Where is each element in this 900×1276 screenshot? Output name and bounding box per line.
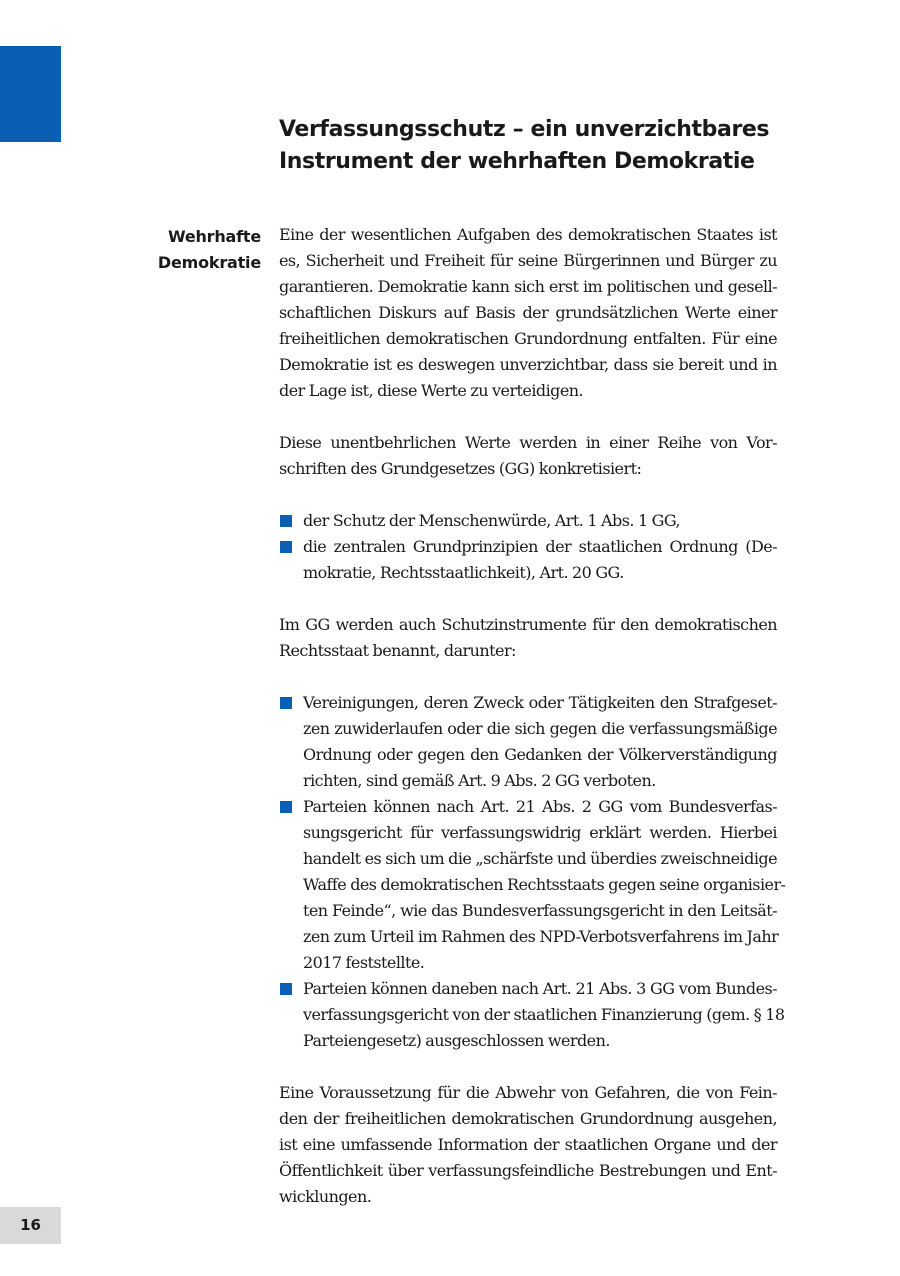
text-line: Demokratie ist es deswegen unverzichtbar, dass sie bereit und in — [279, 355, 777, 374]
bullet-list — [279, 690, 786, 1054]
text-line: mokratie, Rechtsstaatlichkeit), Art. 20 GG. — [303, 563, 624, 582]
body-text — [279, 222, 786, 1236]
list-item — [279, 976, 785, 1054]
paragraph — [279, 222, 777, 404]
text-line: den der freiheitlichen demokratischen Grundordnung ausgehen, — [279, 1109, 777, 1128]
chapter-color-tab — [0, 46, 61, 142]
text-line: Eine Voraussetzung für die Abwehr von Gefahren, die von Fein- — [279, 1083, 777, 1102]
text-line: Ordnung oder gegen den Gedanken der Völkerverständigung — [303, 745, 777, 764]
text-line: zen zum Urteil im Rahmen des NPD-Verbotsverfahrens im Jahr — [303, 927, 779, 946]
list-item — [279, 690, 777, 794]
page-title-line: Verfassungsschutz – ein unverzichtbares — [279, 117, 770, 142]
text-line: wicklungen. — [279, 1187, 372, 1206]
text-line: Öffentlichkeit über verfassungsfeindliche Bestrebungen und Ent- — [279, 1161, 777, 1180]
list-item — [279, 794, 786, 976]
text-line: Im GG werden auch Schutzinstrumente für den demokratischen — [279, 615, 777, 634]
text-line: Rechtsstaat benannt, darunter: — [279, 641, 516, 660]
page-number: 16 — [0, 1207, 61, 1244]
text-line: Waffe des demokratischen Rechtsstaats gegen seine organisier- — [303, 875, 786, 894]
text-line: schaftlichen Diskurs auf Basis der grundsätzlichen Werte einer — [279, 303, 777, 322]
text-line: sungsgericht für verfassungswidrig erklärt werden. Hierbei — [303, 823, 777, 842]
text-line: der Lage ist, diese Werte zu verteidigen. — [279, 381, 584, 400]
text-line: Eine der wesentlichen Aufgaben des demokratischen Staates ist — [279, 225, 777, 244]
text-line: die zentralen Grundprinzipien der staatlichen Ordnung (De- — [303, 537, 777, 556]
margin-note-line: Wehrhafte — [167, 227, 261, 246]
paragraph — [279, 430, 777, 482]
margin-note — [158, 224, 261, 276]
page-title-line: Instrument der wehrhaften Demokratie — [279, 149, 755, 174]
text-line: Vereinigungen, deren Zweck oder Tätigkeiten den Strafgeset- — [303, 693, 777, 712]
text-line: zen zuwiderlaufen oder die sich gegen die verfassungsmäßige — [303, 719, 777, 738]
list-item — [279, 534, 777, 586]
text-line: garantieren. Demokratie kann sich erst im politischen und gesell- — [279, 277, 777, 296]
text-line: 2017 feststellte. — [303, 953, 425, 972]
square-bullet-icon — [280, 541, 292, 553]
square-bullet-icon — [280, 801, 292, 813]
paragraph — [279, 1080, 777, 1210]
bullet-list — [279, 508, 777, 586]
text-line: der Schutz der Menschenwürde, Art. 1 Abs. 1 GG, — [303, 511, 681, 530]
text-line: Parteiengesetz) ausgeschlossen werden. — [303, 1031, 610, 1050]
square-bullet-icon — [280, 697, 292, 709]
text-line: Diese unentbehrlichen Werte werden in einer Reihe von Vor- — [279, 433, 777, 452]
text-line: Parteien können nach Art. 21 Abs. 2 GG vom Bundesverfas- — [303, 797, 777, 816]
text-line: ist eine umfassende Information der staatlichen Organe und der — [279, 1135, 777, 1154]
square-bullet-icon — [280, 983, 292, 995]
text-line: ten Feinde“, wie das Bundesverfassungsgericht in den Leitsät- — [303, 901, 777, 920]
margin-note-line: Demokratie — [157, 253, 261, 272]
text-line: freiheitlichen demokratischen Grundordnung entfalten. Für eine — [279, 329, 777, 348]
text-line: schriften des Grundgesetzes (GG) konkretisiert: — [279, 459, 642, 478]
text-line: handelt es sich um die „schärfste und überdies zweischneidige — [303, 849, 777, 868]
square-bullet-icon — [280, 515, 292, 527]
text-line: verfassungsgericht von der staatlichen Finanzierung (gem. § 18 — [303, 1005, 785, 1024]
text-line: richten, sind gemäß Art. 9 Abs. 2 GG verboten. — [303, 771, 656, 790]
text-line: Parteien können daneben nach Art. 21 Abs. 3 GG vom Bundes- — [303, 979, 777, 998]
page-title — [279, 114, 799, 178]
list-item — [279, 508, 777, 534]
text-line: es, Sicherheit und Freiheit für seine Bürgerinnen und Bürger zu — [279, 251, 777, 270]
paragraph — [279, 612, 777, 664]
